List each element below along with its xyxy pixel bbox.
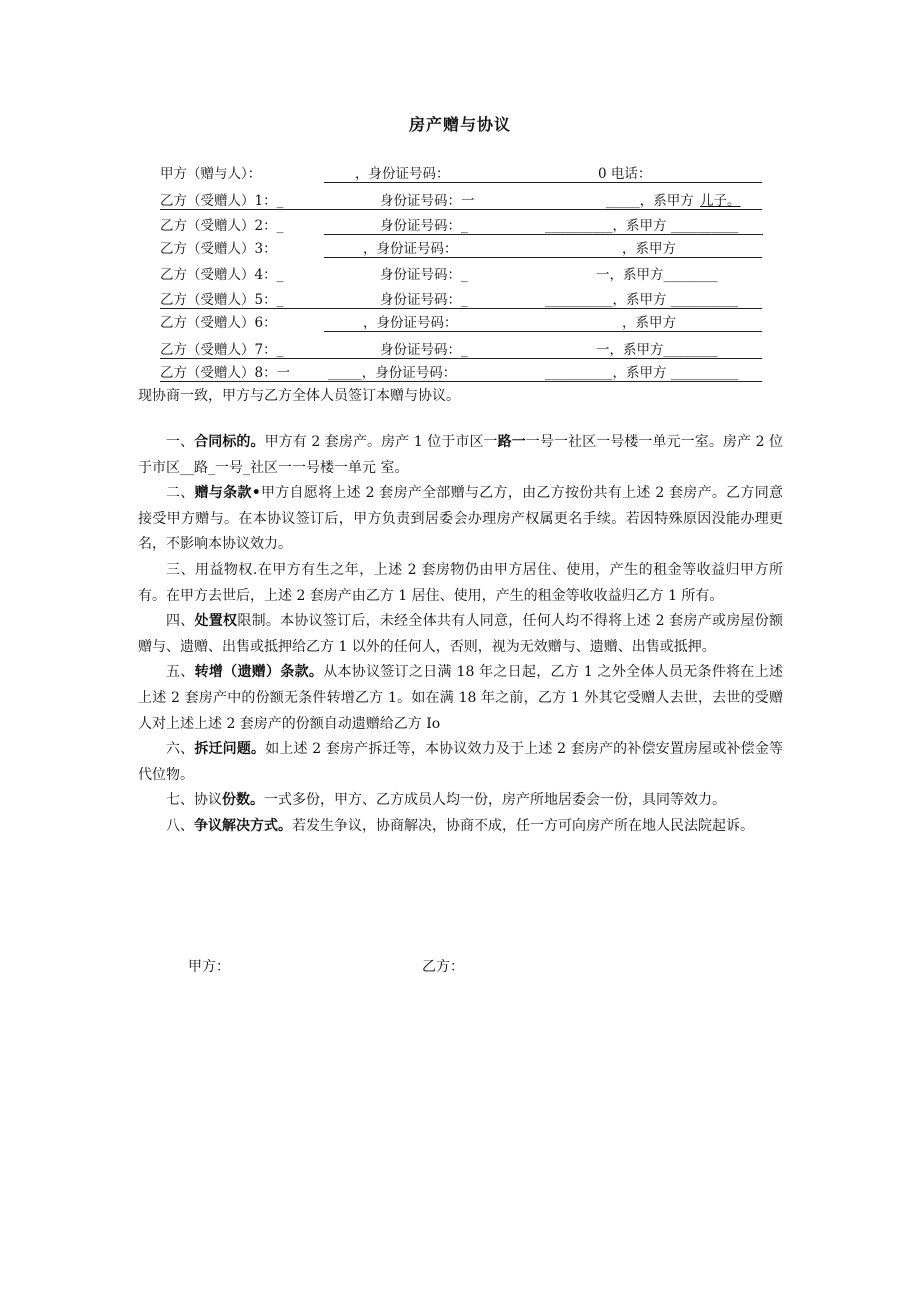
fill-in-underline [324, 257, 762, 258]
clause-4: 四、处置权限制。本协议签订后，未经全体共有人同意，任何人均不得将上述 2 套房产或房屋份额赠与、遗赠、出售或抵押给乙方 1 以外的任何人，否则，视为无效赠与、遗赠、出售或抵押。 [138, 613, 784, 655]
party-field-a: 乙方（受赠人）8：一 [160, 365, 291, 381]
party-field-c: __________，系甲方 __________ [545, 365, 739, 381]
party-field-c: _____，系甲方 [606, 193, 694, 209]
party-row [160, 238, 762, 260]
party-row [160, 264, 762, 286]
party-field-b: ，身份证号码： [363, 241, 458, 257]
party-row [160, 362, 762, 384]
party-field-a: 乙方（受赠人）6： [160, 315, 277, 331]
party-field-b: 身份证号码：一 [380, 193, 475, 209]
party-field-a: 乙方（受赠人）3： [160, 241, 277, 257]
party-field-b: 身份证号码：_ [380, 267, 468, 283]
party-row [160, 339, 762, 361]
fill-in-underline [324, 331, 762, 332]
fill-in-underline [324, 182, 762, 183]
party-row [160, 289, 762, 311]
clause-2: 二、赠与条款•甲方自愿将上述 2 套房产全部赠与乙方，由乙方按份共有上述 2 套房产。乙方同意接受甲方赠与。在本协议签订后，甲方负责到居委会办理房产权属更名手续。若因特殊原因没能办理更名，不影响本协议效力。 [138, 485, 783, 553]
intro-line: 现协商一致，甲方与乙方全体人员签订本赠与协议。 [138, 388, 460, 404]
party-field-c: __________，系甲方 __________ [545, 292, 739, 308]
party-field-a: 乙方（受赠人）7：_ [160, 342, 284, 358]
party-field-b: 身份证号码：_ [380, 292, 468, 308]
fill-in-underline [160, 308, 762, 309]
signature-party-b: 乙方： [422, 959, 464, 975]
party-row [160, 190, 762, 212]
party-row [160, 163, 762, 185]
fill-in-underline [324, 234, 763, 235]
party-field-c: 0 电话： [598, 166, 652, 182]
party-field-a: 甲方（赠与人）： [160, 166, 262, 182]
party-field-b: 身份证号码：_ [380, 342, 468, 358]
clause-6: 六、拆迁问题。如上述 2 套房产拆迁等，本协议效力及于上述 2 套房产的补偿安置房屋或补偿金等代位物。 [138, 741, 784, 783]
party-field-c: 一，系甲方________ [596, 267, 718, 283]
clause-5: 五、转增（遗赠）条款。从本协议签订之日满 18 年之日起，乙方 1 之外全体人员无条件将在上述上述 2 套房产中的份额无条件转增乙方 1。如在满 18 年之前，乙方 1 外其它受赠人去世，去世的受赠人对上述上述 2 套房产的份额自动遗赠给乙方 Io [138, 664, 784, 732]
clause-8: 八、争议解决方式。若发生争议，协商解决，协商不成，任一方可向房产所在地人民法院起诉。 [166, 817, 754, 834]
clause-7: 七、协议份数。一式多份，甲方、乙方成员人均一份，房产所地居委会一份，具同等效力。 [166, 792, 726, 809]
party-field-c: ，系甲方 [622, 315, 676, 331]
party-field-a: 乙方（受赠人）2：_ [160, 218, 284, 234]
party-field-d: 儿子。 [700, 193, 741, 209]
party-field-a: 乙方（受赠人）5：_ [160, 292, 284, 308]
party-row [160, 312, 762, 334]
party-field-b: _____，身份证号码： [328, 365, 457, 381]
clause-1: 一、合同标的。甲方有 2 套房产。房产 1 位于市区一路一一号一社区一号楼一单元一室。房产 2 位于市区__路_一号_社区一一号楼一单元 室。 [138, 434, 784, 476]
party-field-c: __________，系甲方 __________ [545, 218, 739, 234]
clause-3: 三、用益物权.在甲方有生之年，上述 2 套房物仍由甲方居住、使用，产生的租金等收益归甲方所有。在甲方去世后，上述 2 套房产由乙方 1 居住、使用，产生的租金等收收益归乙方 1 所有。 [138, 561, 783, 604]
clauses [138, 430, 783, 840]
party-field-a: 乙方（受赠人）1：_ [160, 193, 284, 209]
document-title: 房产赠与协议 [408, 115, 511, 134]
party-row [160, 215, 762, 237]
party-field-b: ，身份证号码： [355, 166, 450, 182]
fill-in-underline [160, 209, 762, 210]
signature-party-a: 甲方： [188, 959, 230, 975]
party-field-a: 乙方（受赠人）4：_ [160, 267, 284, 283]
party-field-b: 身份证号码：_ [380, 218, 468, 234]
party-field-b: ，身份证号码： [363, 315, 458, 331]
fill-in-underline [160, 358, 762, 359]
fill-in-underline [160, 381, 762, 382]
party-field-c: 一，系甲方________ [596, 342, 718, 358]
party-field-c: ，系甲方 [622, 241, 676, 257]
